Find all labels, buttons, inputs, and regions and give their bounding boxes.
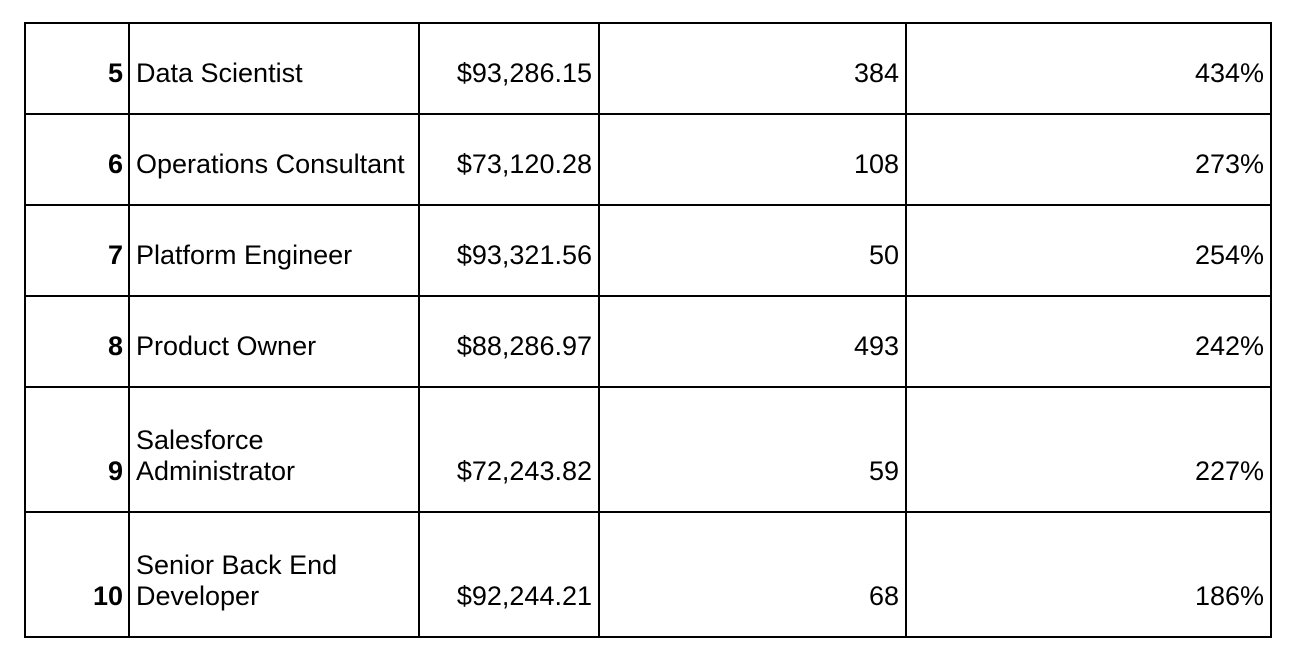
count-cell: 384 xyxy=(599,23,906,114)
table-row xyxy=(25,387,1271,512)
row-number-cell: 6 xyxy=(25,114,129,205)
count-cell: 108 xyxy=(599,114,906,205)
job-title-cell: Salesforce Administrator xyxy=(129,387,419,512)
table-row xyxy=(25,296,1271,387)
salary-cell: $88,286.97 xyxy=(419,296,599,387)
row-number-cell: 7 xyxy=(25,205,129,296)
jobs-table xyxy=(24,22,1272,638)
row-number-cell: 5 xyxy=(25,23,129,114)
job-title-cell: Operations Consultant xyxy=(129,114,419,205)
percent-cell: 273% xyxy=(906,114,1271,205)
table-row xyxy=(25,23,1271,114)
salary-cell: $92,244.21 xyxy=(419,512,599,637)
table-row xyxy=(25,114,1271,205)
job-title-cell: Product Owner xyxy=(129,296,419,387)
percent-cell: 186% xyxy=(906,512,1271,637)
count-cell: 50 xyxy=(599,205,906,296)
row-number-cell: 8 xyxy=(25,296,129,387)
salary-cell: $72,243.82 xyxy=(419,387,599,512)
salary-cell: $93,321.56 xyxy=(419,205,599,296)
count-cell: 59 xyxy=(599,387,906,512)
percent-cell: 242% xyxy=(906,296,1271,387)
count-cell: 68 xyxy=(599,512,906,637)
jobs-table-body xyxy=(25,23,1271,637)
row-number-cell: 10 xyxy=(25,512,129,637)
salary-cell: $73,120.28 xyxy=(419,114,599,205)
salary-cell: $93,286.15 xyxy=(419,23,599,114)
table-row xyxy=(25,512,1271,637)
percent-cell: 434% xyxy=(906,23,1271,114)
job-title-cell: Data Scientist xyxy=(129,23,419,114)
job-title-cell: Platform Engineer xyxy=(129,205,419,296)
table-row xyxy=(25,205,1271,296)
percent-cell: 254% xyxy=(906,205,1271,296)
percent-cell: 227% xyxy=(906,387,1271,512)
count-cell: 493 xyxy=(599,296,906,387)
row-number-cell: 9 xyxy=(25,387,129,512)
job-title-cell: Senior Back End Developer xyxy=(129,512,419,637)
